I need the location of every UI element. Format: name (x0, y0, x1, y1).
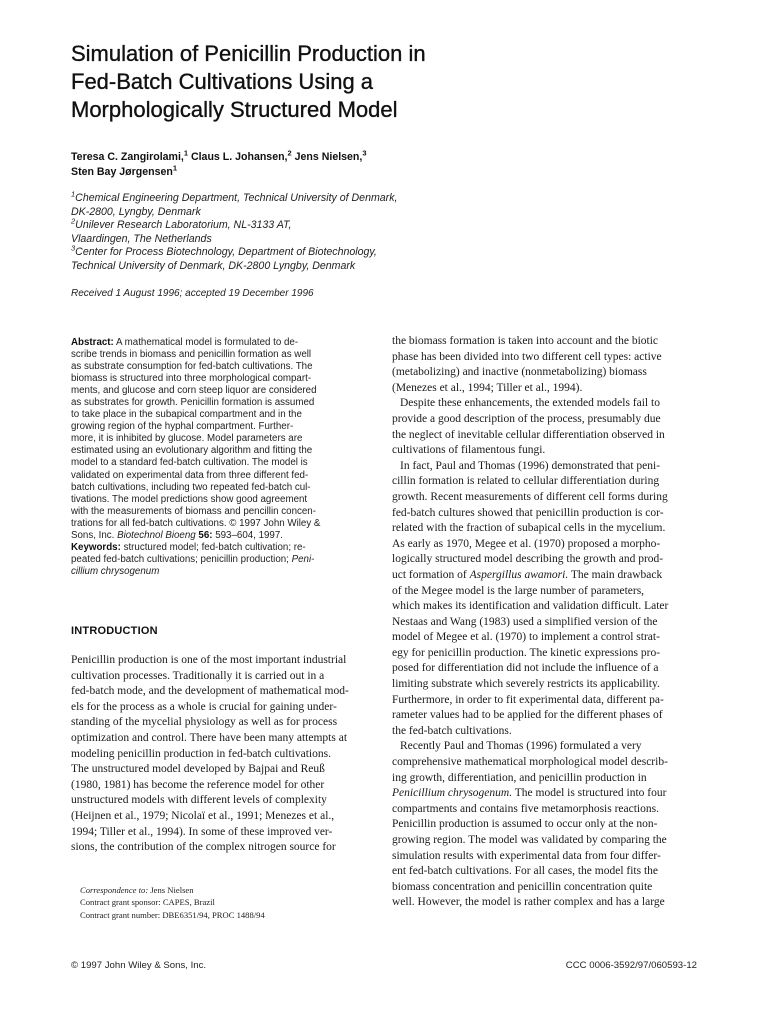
affiliation-text: Unilever Research Laboratorium, NL-3133 AT, (75, 219, 292, 231)
body-line: provide a good description of the process, presumably due (392, 412, 661, 425)
body-line: comprehensive mathematical morphological model describ- (392, 756, 668, 769)
body-line: Furthermore, in order to fit experimental data, different pa- (392, 693, 664, 706)
body-line: the neglect of inevitable cellular differentiation observed in (392, 428, 665, 441)
body-line: (Menezes et al., 1994; Tiller et al., 1994). (392, 381, 583, 394)
body-line: the fed-batch cultivations. (392, 724, 512, 737)
affiliation-marker: 2 (71, 216, 76, 226)
citation-pages: 593–604, 1997. (212, 529, 283, 541)
author-name: Teresa C. Zangirolami, (71, 151, 184, 163)
body-line: posed for differentiation did not include the influence of a (392, 662, 659, 675)
author-affil-marker: 1 (183, 148, 189, 158)
body-line: (1980, 1981) has become the reference model for other (71, 778, 325, 791)
body-line: cultivation processes. Traditionally it is carried out in a (71, 669, 325, 682)
received-date: Received 1 August 1996; accepted 19 December 1996 (71, 288, 314, 299)
abstract-line: growing region of the hyphal compartment. Further- (71, 421, 294, 433)
abstract-line: more, it is inhibited by glucose. Model parameters are (71, 433, 303, 445)
body-line: modeling penicillin production in fed-batch cultivations. (71, 747, 331, 760)
abstract-line: tivations. The model predictions show good agreement (71, 493, 308, 505)
citation-text: Sons, Inc. (71, 529, 118, 541)
body-line: (Heijnen et al., 1979; Nicolaï et al., 1991; Menezes et al., (71, 809, 335, 822)
abstract-line: to take place in the subapical compartment and in the (71, 409, 302, 421)
body-line: growing region. The model was validated by comparing the (392, 834, 667, 846)
body-line: simulation results with experimental data from four differ- (392, 849, 661, 862)
affiliations (71, 189, 398, 273)
title-line: Fed-Batch Cultivations Using a (71, 69, 374, 94)
keywords-line (71, 542, 370, 554)
body-line: In fact, Paul and Thomas (1996) demonstrated that peni- (400, 459, 661, 472)
ccc-code-footer: CCC 0006-3592/97/060593-12 (565, 960, 697, 971)
body-line: standing of the mycelial physiology as well as for process (71, 716, 338, 729)
body-line: biomass concentration and penicillin concentration quite (392, 880, 653, 893)
abstract-line: validated on experimental data from three different fed- (71, 469, 309, 481)
affiliation-marker: 1 (71, 189, 76, 199)
author-affil-marker: 2 (287, 148, 292, 158)
species-name: Aspergillus awamori. (469, 568, 569, 581)
footnote-line: Contract grant number: DBE6351/94, PROC 1488/94 (80, 909, 265, 920)
abstract-line: batch cultivations, including two repeated fed-batch cul- (71, 481, 311, 493)
abstract-text: A mathematical model is formulated to de- (113, 337, 299, 348)
body-line: The unstructured model developed by Bajpai and Reuß (71, 763, 325, 776)
body-line (392, 786, 698, 802)
abstract-line: biomass is structured into three morphological compart- (71, 373, 312, 385)
author-name: Jens Nielsen, (291, 151, 363, 163)
body-line: Despite these enhancements, the extended models fail to (400, 397, 660, 410)
body-line: egy for penicillin production. The kinetic expressions pro- (392, 646, 661, 659)
body-line: Penicillin production is one of the most important industrial (71, 654, 347, 666)
correspondence-footnote (80, 884, 265, 921)
affiliation-text: Chemical Engineering Department, Technical University of Denmark, (75, 192, 398, 204)
copyright-footer: © 1997 John Wiley & Sons, Inc. (71, 960, 207, 971)
abstract-citation (71, 530, 370, 542)
body-text-run: uct formation of (392, 568, 470, 581)
abstract-line: trations for all fed-batch cultivations. © 1997 John Wiley & (71, 517, 321, 529)
body-line: Recently Paul and Thomas (1996) formulated a very (400, 740, 642, 753)
affiliation-marker: 3 (71, 243, 76, 253)
abstract-line: with the measurements of biomass and pencillin concen- (71, 505, 316, 517)
keywords-italic: Peni- (291, 553, 315, 565)
body-line: fed-batch mode, and the development of mathematical mod- (71, 685, 349, 698)
keywords-text: peated fed-batch cultivations; penicillin production; (71, 553, 292, 565)
keywords-text: structured model; fed-batch cultivation; re- (120, 541, 306, 553)
keywords-label: Keywords: (71, 541, 121, 553)
keywords-line (71, 554, 370, 566)
footnote-line: Contract grant sponsor: CAPES, Brazil (80, 897, 215, 908)
author-name: Claus L. Johansen, (188, 151, 288, 163)
body-line: 1994; Tiller et al., 1994). In some of these improved ver- (71, 825, 333, 838)
body-line: unstructured models with different levels of complexity (71, 794, 327, 807)
body-line: Nestaas and Wang (1983) used a simplified version of the (392, 615, 658, 628)
affiliation-line: Technical University of Denmark, DK-2800 Lyngby, Denmark (71, 259, 356, 272)
body-line: limiting substrate which severely restricts its applicability. (392, 678, 660, 691)
body-line: cillin formation is related to cellular differentiation during (392, 475, 660, 488)
author-name: Sten Bay Jørgensen (71, 166, 173, 178)
abstract-line: estimated using an evolutionary algorithm and fitting the (71, 445, 313, 457)
correspondence-label: Correspondence to: (80, 885, 149, 895)
body-line: sions, the contribution of the complex nitrogen source for (71, 841, 336, 854)
body-line: which makes its identification and validation difficult. Later (392, 600, 669, 613)
citation-volume: 56: (195, 529, 213, 541)
species-name: Penicillium chrysogenum. (392, 787, 513, 800)
abstract-line: model to a standard fed-batch cultivation. The model is (71, 457, 308, 469)
body-line: rameter values had to be applied for the different phases of (392, 709, 663, 722)
body-line: fed-batch cultures showed that penicillin production is cor- (392, 506, 664, 519)
author-affil-marker: 3 (362, 148, 367, 158)
affiliation-line: DK-2800, Lyngby, Denmark (71, 205, 201, 218)
abstract-line: as substrate consumption for fed-batch cultivations. The (71, 361, 313, 373)
body-text-run: The main drawback (568, 568, 663, 581)
body-line: cultivations of filamentous fungi. (392, 444, 546, 457)
body-line: optimization and control. There have been many attempts at (71, 731, 348, 744)
affiliation-text: Center for Process Biotechnology, Department of Biotechnology, (75, 246, 377, 258)
affiliation-line: Vlaardingen, The Netherlands (71, 232, 212, 245)
body-line: phase has been divided into two different cell types: active (392, 350, 662, 363)
correspondence-name: Jens Nielsen (148, 885, 194, 895)
intro-paragraph (71, 653, 373, 856)
paper-title (71, 40, 711, 124)
affiliation-line (71, 216, 397, 233)
affiliation-line (71, 189, 398, 206)
title-line: Simulation of Penicillin Production in (71, 41, 426, 66)
abstract-line: scribe trends in biomass and penicillin formation as well (71, 349, 312, 361)
body-line: ent fed-batch cultivations. For all cases, the model fits the (392, 865, 659, 878)
author-line (71, 150, 367, 165)
right-column-text (392, 334, 698, 911)
author-list (71, 150, 367, 180)
abstract-line: as substrates for growth. Penicillin formation is assumed (71, 397, 315, 409)
body-line: of the Megee model is the large number of parameters, (392, 584, 645, 597)
abstract-line: ments, and glucose and corn steep liquor are considered (71, 385, 317, 397)
body-line: els for the process as a whole is crucial for gaining under- (71, 700, 337, 713)
abstract (71, 337, 370, 578)
keywords-line: cillium chrysogenum (71, 565, 160, 577)
title-line: Morphologically Structured Model (71, 97, 398, 122)
abstract-line (71, 337, 370, 349)
abstract-label: Abstract: (71, 337, 114, 348)
body-line: the biomass formation is taken into account and the biotic (392, 335, 659, 347)
body-line (392, 568, 698, 584)
author-line (71, 165, 367, 180)
author-affil-marker: 1 (172, 163, 178, 173)
footnote-line (80, 884, 265, 896)
body-line: compartments and contains five metamorphosis reactions. (392, 802, 659, 815)
affiliation-line (71, 243, 397, 260)
body-line: As early as 1970, Megee et al. (1970) proposed a morpho- (392, 537, 661, 550)
body-line: ing growth, differentiation, and penicillin production in (392, 771, 647, 784)
body-line: model of Megee et al. (1970) to implement a control strat- (392, 631, 660, 644)
body-line: logically structured model describing the growth and prod- (392, 553, 664, 566)
section-heading-introduction: INTRODUCTION (71, 625, 158, 637)
body-line: well. However, the model is rather complex and has a large (392, 896, 665, 909)
body-line: (metabolizing) and inactive (nonmetabolizing) biomass (392, 366, 647, 379)
body-text-run: The model is structured into four (512, 787, 667, 800)
body-line: growth. Recent measurements of different cell forms during (392, 490, 668, 503)
body-line: Penicillin production is assumed to occur only at the non- (392, 818, 658, 831)
citation-journal: Biotechnol Bioeng (117, 529, 196, 541)
body-line: related with the fraction of subapical cells in the mycelium. (392, 522, 666, 535)
